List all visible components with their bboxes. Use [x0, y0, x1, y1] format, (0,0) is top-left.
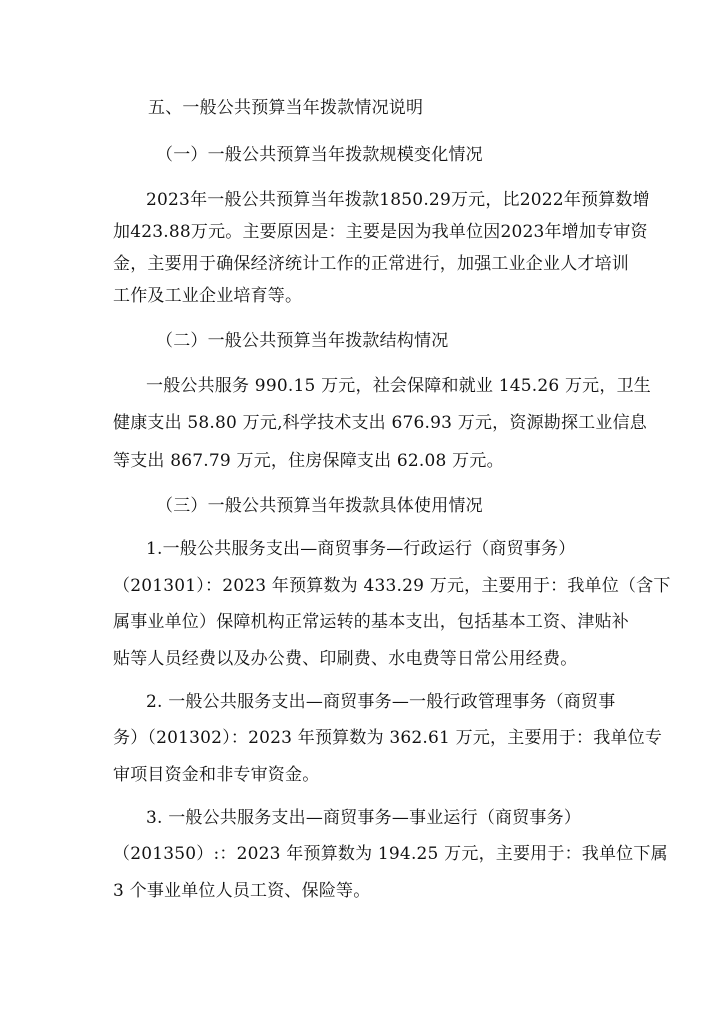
subsection-2-line-1: 一般公共服务 990.15 万元，社会保障和就业 145.26 万元，卫生: [146, 376, 651, 396]
item-2-line-1: 2. 一般公共服务支出—商贸事务—一般行政管理事务（商贸事: [146, 692, 616, 712]
item-3-line-2: （201350）:：2023 年预算数为 194.25 万元，主要用于：我单位下属: [113, 844, 668, 864]
item-2-line-2: 务）（201302）：2023 年预算数为 362.61 万元，主要用于：我单位专: [113, 728, 663, 748]
subsection-1-line-4: 工作及工业企业培育等。: [113, 286, 303, 306]
item-1-line-4: 贴等人员经费以及办公费、印刷费、水电费等日常公用经费。: [113, 649, 578, 669]
subsection-1-line-3: 金，主要用于确保经济统计工作的正常进行，加强工业企业人才培训: [113, 254, 629, 274]
subsection-1-line-1: 2023年一般公共预算当年拨款1850.29万元，比2022年预算数增: [146, 190, 650, 210]
section-title: 五、一般公共预算当年拨款情况说明: [148, 98, 424, 118]
subsection-2-title: （二）一般公共预算当年拨款结构情况: [156, 331, 449, 351]
subsection-1-line-2: 加423.88万元。主要原因是：主要是因为我单位因2023年增加专审资: [113, 222, 648, 242]
subsection-2-line-2: 健康支出 58.80 万元,科学技术支出 676.93 万元，资源勘探工业信息: [113, 413, 647, 433]
subsection-1-title: （一）一般公共预算当年拨款规模变化情况: [156, 145, 483, 165]
subsection-3-title: （三）一般公共预算当年拨款具体使用情况: [156, 496, 483, 516]
item-3-line-3: 3 个事业单位人员工资、保险等。: [113, 881, 371, 901]
item-1-line-3: 属事业单位）保障机构正常运转的基本支出，包括基本工资、津贴补: [113, 612, 629, 632]
item-2-line-3: 审项目资金和非专审资金。: [113, 765, 320, 785]
item-3-line-1: 3. 一般公共服务支出—商贸事务—事业运行（商贸事务）: [146, 808, 582, 828]
item-1-line-2: （201301）：2023 年预算数为 433.29 万元，主要用于：我单位（含下: [113, 576, 671, 596]
subsection-2-line-3: 等支出 867.79 万元，住房保障支出 62.08 万元。: [113, 451, 504, 471]
item-1-line-1: 1.一般公共服务支出—商贸事务—行政运行（商贸事务）: [146, 539, 576, 559]
